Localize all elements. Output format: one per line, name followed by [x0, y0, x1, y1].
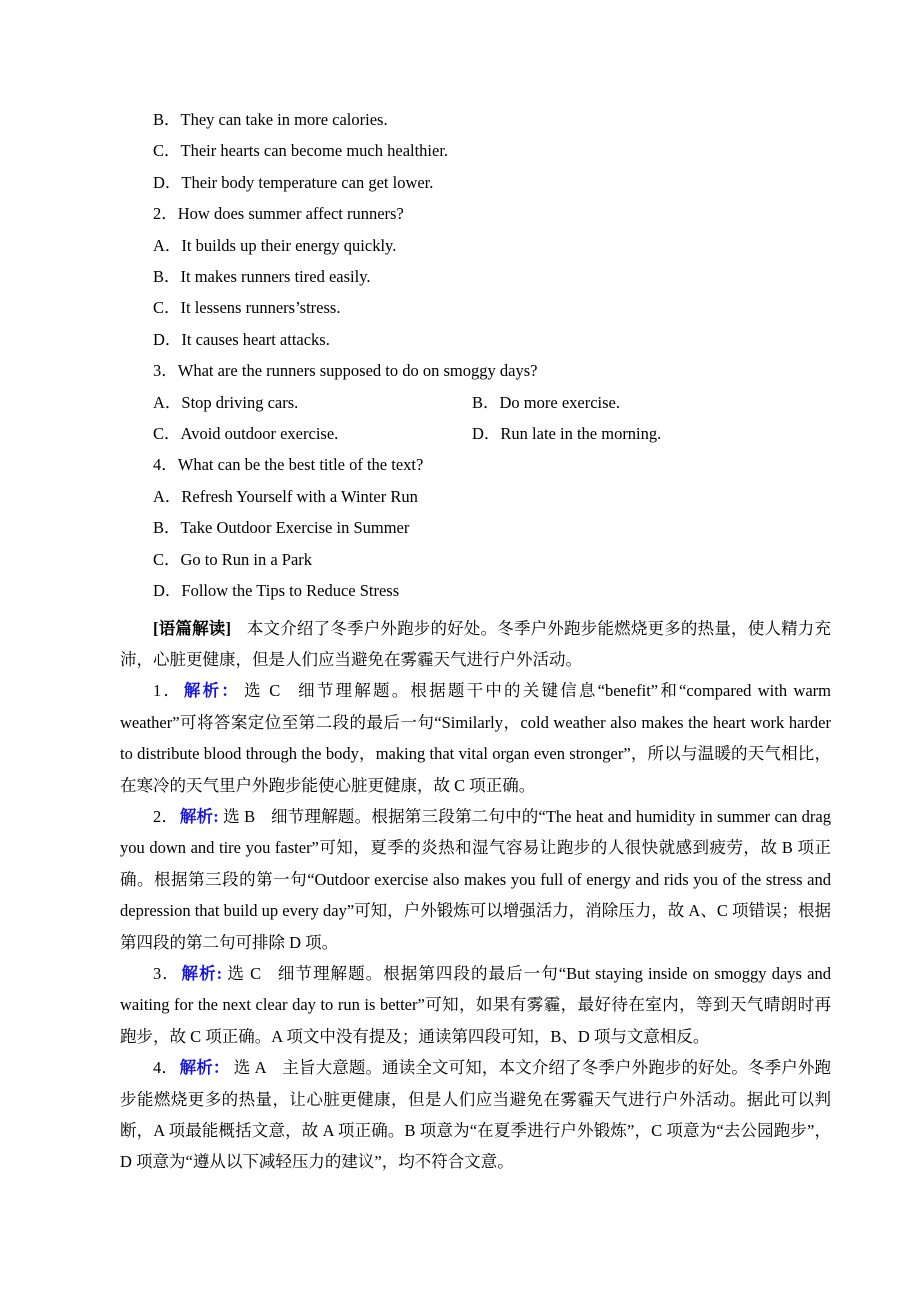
explanation-1-number: 1． — [153, 681, 183, 701]
q2-option-b: B．It makes runners tired easily. — [153, 267, 371, 287]
explanation-4-number: 4． — [153, 1058, 179, 1078]
q4-option-b: B．Take Outdoor Exercise in Summer — [153, 518, 410, 538]
q4-option-c: C．Go to Run in a Park — [153, 549, 313, 569]
q3-option-b: B．Do more exercise. — [472, 392, 620, 412]
passage-analysis-label: [语篇解读] — [153, 618, 231, 638]
explanation-1-body: 细节理解题。根据题干中的关键信息“benefit”和“compared with warm weather”可将答案定位至第二段的最后一句“Similarly，cold weather also makes the heart work harder to distribute blood through the body，making that vital organ even stronger”，所以与温暖的天气相比，在寒冷的天气里户外跑步能使心脏更健康，故 C 项正确。 — [120, 681, 832, 795]
q3-options-row-1 — [120, 387, 831, 418]
q1-option-d: D．Their body temperature can get lower. — [153, 172, 434, 192]
explanation-1-answer: 选 C — [244, 681, 281, 701]
explanation-3-body: 细节理解题。根据第四段的最后一句“But staying inside on smoggy days and waiting for the next clear day to run is better”可知，如果有雾霾，最好待在室内，等到天气晴朗时再跑步，故 C 项正确。A 项文中没有提及；通读第四段可知，B、D 项与文意相反。 — [120, 963, 831, 1046]
question-options-section — [120, 104, 831, 607]
explanation-3-answer: 选 C — [226, 963, 262, 983]
explanation-4-label: 解析： — [179, 1058, 230, 1078]
explanation-2-answer: 选 B — [222, 806, 256, 826]
q2-option-a: A．It builds up their energy quickly. — [153, 235, 397, 255]
explanation-2-body: 细节理解题。根据第三段第二句中的“The heat and humidity in summer can drag you down and tire you faster”可知，夏季的炎热和湿气容易让跑步的人很快就感到疲劳，故 B 项正确。根据第三段的第一句“Outdoor exercise also makes you full of energy and rids you of the stress and depression that build up every day”可知，户外锻炼可以增强活力，消除压力，故 A、C 项错误；根据第四段的第二句可排除 D 项。 — [120, 806, 831, 952]
explanation-4-answer: 选 A — [233, 1058, 267, 1078]
analysis-section — [120, 613, 831, 1178]
q4-stem: 4．What can be the best title of the text? — [153, 455, 424, 475]
q2-option-d: D．It causes heart attacks. — [153, 329, 330, 349]
explanation-2-label: 解析: — [179, 806, 219, 826]
passage-analysis-text: 本文介绍了冬季户外跑步的好处。冬季户外跑步能燃烧更多的热量，使人精力充沛，心脏更健康，但是人们应当避免在雾霾天气进行户外活动。 — [120, 618, 831, 669]
explanation-4-body: 主旨大意题。通读全文可知，本文介绍了冬季户外跑步的好处。冬季户外跑步能燃烧更多的热量，让心脏更健康，但是人们应当避免在雾霾天气进行户外活动。据此可以判断，A 项最能概括文意，故 A 项正确。B 项意为“在夏季进行户外锻炼”，C 项意为“去公园跑步”，D 项意为“遵从以下减轻压力的建议”，均不符合文意。 — [120, 1058, 832, 1172]
q3-options-row-2 — [120, 418, 831, 449]
q2-option-c: C．It lessens runners’stress. — [153, 298, 341, 318]
explanation-2-number: 2． — [153, 806, 179, 826]
explanation-1 — [120, 675, 831, 801]
q2-stem: 2．How does summer affect runners? — [153, 204, 404, 224]
q3-stem: 3．What are the runners supposed to do on smoggy days? — [153, 361, 538, 381]
q1-option-c: C．Their hearts can become much healthier. — [153, 141, 449, 161]
explanation-3 — [120, 958, 831, 1052]
explanation-2 — [120, 801, 831, 958]
explanation-4 — [120, 1052, 831, 1178]
q1-option-b: B．They can take in more calories. — [153, 110, 388, 129]
q4-option-d: D．Follow the Tips to Reduce Stress — [153, 581, 400, 601]
q3-option-c: C．Avoid outdoor exercise. — [153, 424, 339, 444]
q4-option-a: A．Refresh Yourself with a Winter Run — [153, 486, 418, 506]
q3-option-d: D．Run late in the morning. — [472, 424, 662, 444]
explanation-3-number: 3． — [153, 963, 180, 983]
q3-option-a: A．Stop driving cars. — [153, 392, 299, 412]
explanation-1-label: 解析： — [183, 681, 241, 701]
explanation-3-label: 解析: — [181, 963, 223, 983]
passage-analysis-paragraph — [120, 613, 831, 676]
